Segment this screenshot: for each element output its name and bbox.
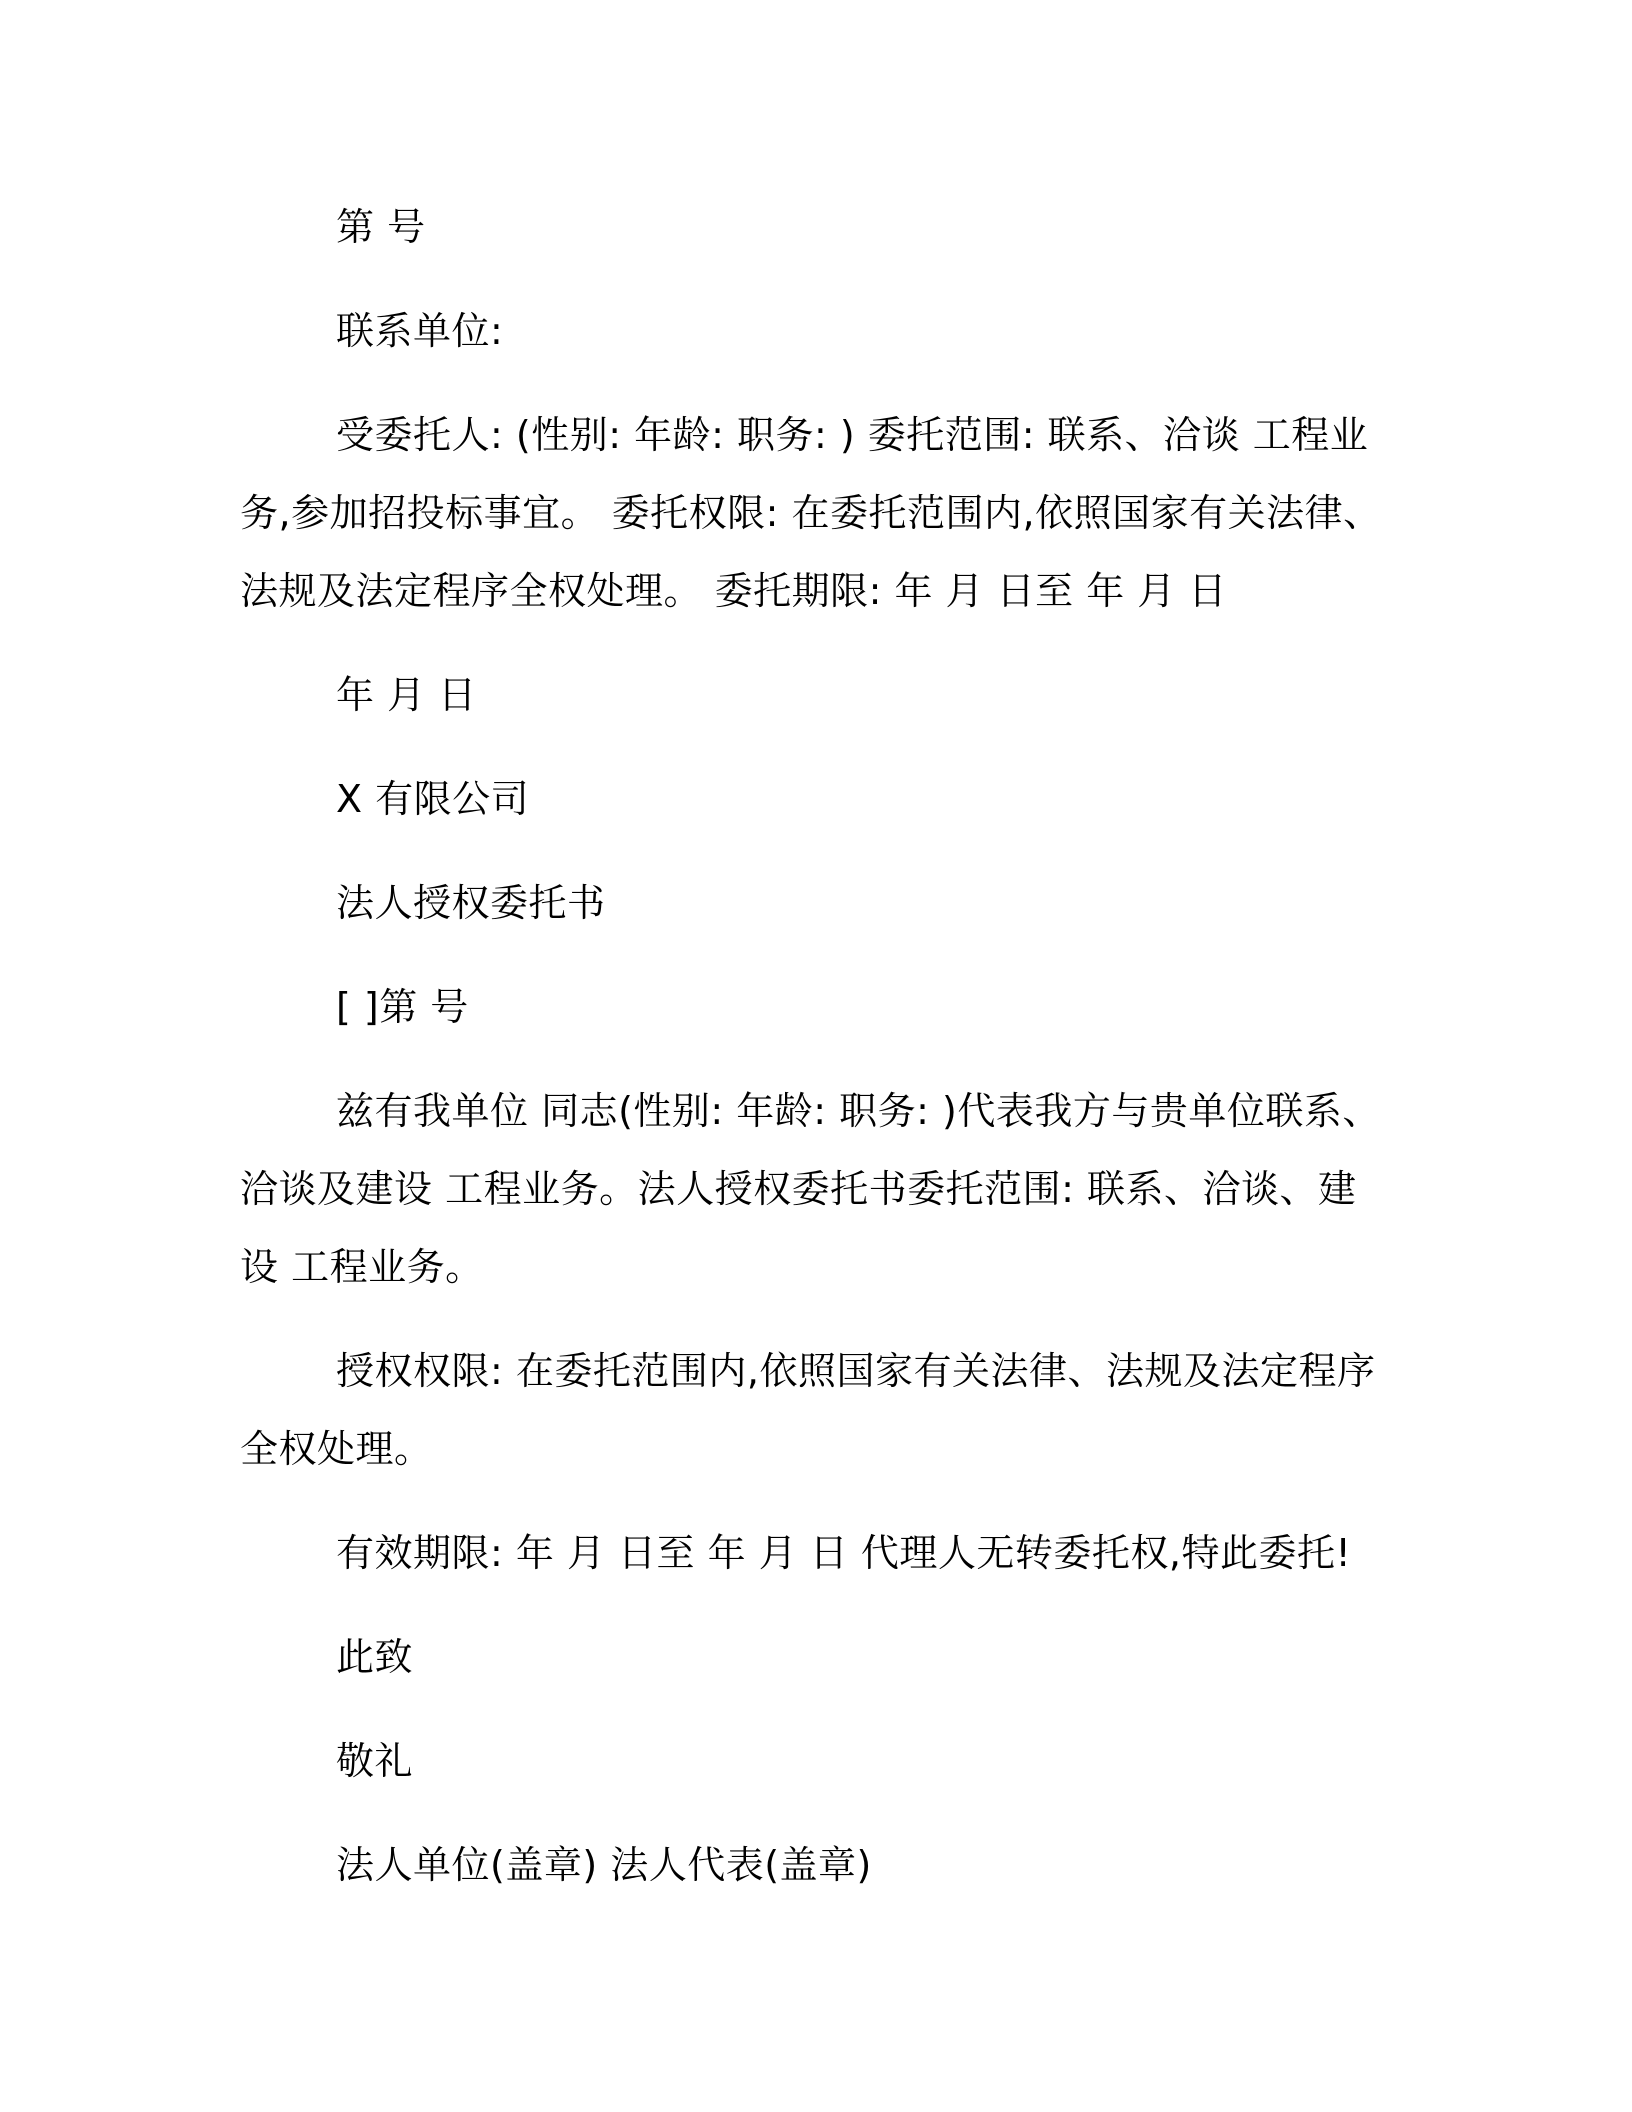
reference-number-line: [ ]第 号	[336, 985, 469, 1029]
closing-regards: 敬礼	[336, 1739, 414, 1783]
document-title: 法人授权委托书	[336, 881, 606, 925]
contact-unit-line: 联系单位:	[336, 309, 504, 353]
signature-line: 法人单位(盖章) 法人代表(盖章)	[336, 1843, 872, 1887]
doc-number-line: 第 号	[336, 205, 426, 249]
authority-scope-paragraph: 授权权限: 在委托范围内,依照国家有关法律、法规及法定程序全权处理。	[240, 1349, 1376, 1471]
validity-paragraph: 有效期限: 年 月 日至 年 月 日 代理人无转委托权,特此委托!	[336, 1531, 1352, 1575]
document-body	[240, 188, 1390, 1930]
company-name: X 有限公司	[336, 777, 530, 821]
trustee-paragraph: 受委托人: (性别: 年龄: 职务: ) 委托范围: 联系、洽谈 工程业务,参加招投标事宜。 委托权限: 在委托范围内,依照国家有关法律、法规及法定程序全权处理。 委托期限: 年 月 日至 年 月 日	[240, 413, 1382, 613]
closing-salutation: 此致	[336, 1635, 414, 1679]
date-line: 年 月 日	[336, 673, 477, 717]
authorization-paragraph: 兹有我单位 同志(性别: 年龄: 职务: )代表我方与贵单位联系、洽谈及建设 工程业务。法人授权委托书委托范围: 联系、洽谈、建设 工程业务。	[240, 1089, 1381, 1289]
